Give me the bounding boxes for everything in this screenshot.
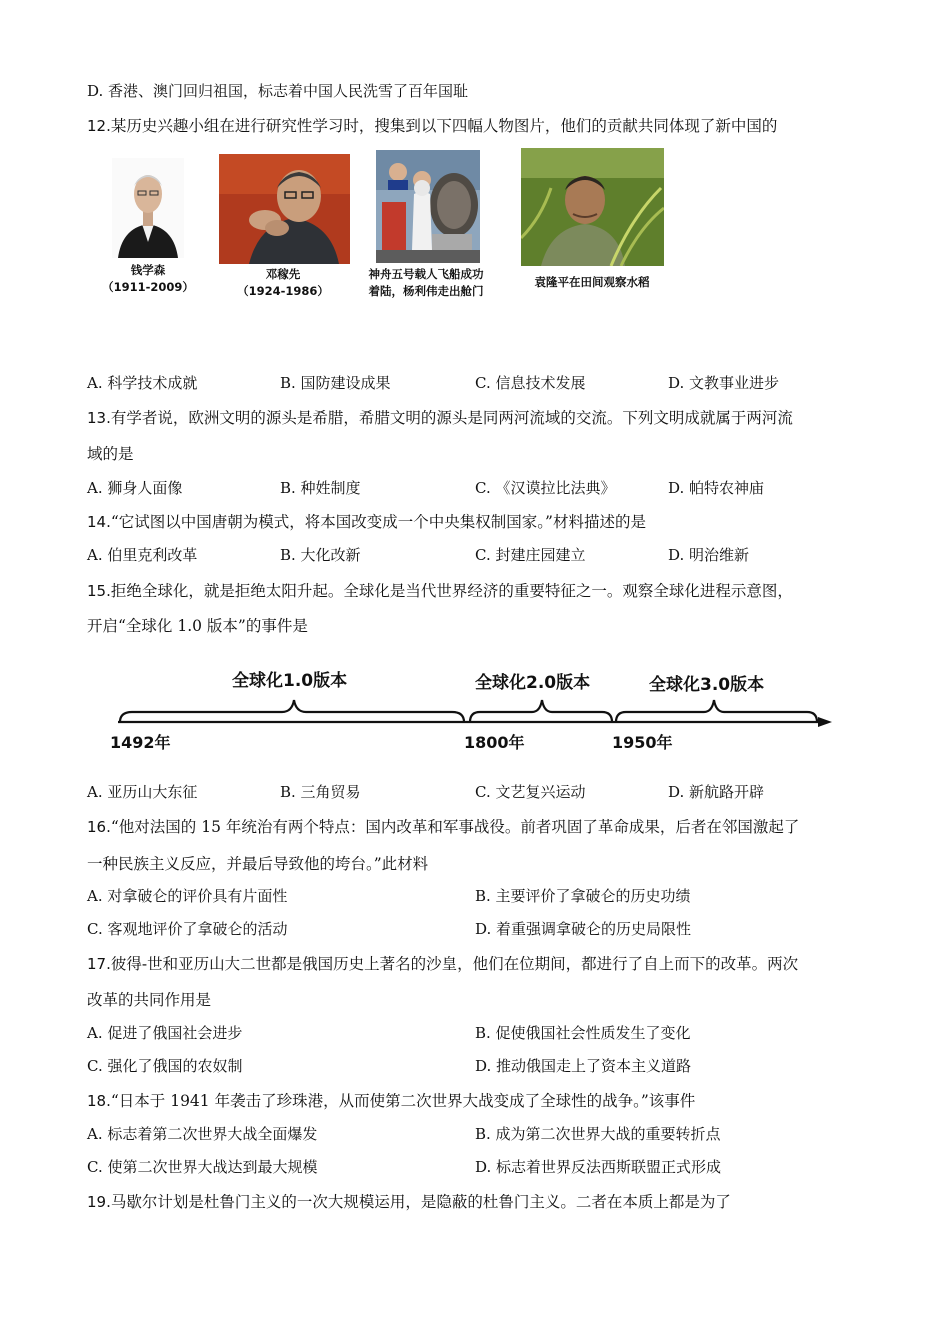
- photo-yuan-longping: [521, 148, 664, 266]
- q14-option-d: D. 明治维新: [668, 546, 750, 564]
- question-number: 12.: [87, 117, 111, 135]
- question-number: 14.: [87, 513, 111, 531]
- q17-stem: 17.彼得-世和亚历山大二世都是俄国历史上著名的沙皇，他们在位期间，都进行了自上而下的改革。两次: [87, 955, 799, 973]
- q16-option-d: D. 着重强调拿破仑的历史局限性: [475, 920, 692, 938]
- q13-option-b: B. 种姓制度: [280, 479, 361, 497]
- q16-option-a: A. 对拿破仑的评价具有片面性: [87, 887, 288, 905]
- photo-qian-xuesen: [112, 158, 184, 258]
- q13-option-a: A. 狮身人面像: [87, 479, 183, 497]
- q15-stem-cont: 开启“全球化 1.0 版本”的事件是: [87, 617, 308, 635]
- photo-shenzhou-five: [376, 150, 480, 263]
- timeline-label-1: 全球化1.0版本: [232, 671, 348, 691]
- brace-2: [470, 700, 612, 722]
- photo-caption-4: 袁隆平在田间观察水稻: [534, 275, 650, 289]
- q19-stem: 19.马歇尔计划是杜鲁门主义的一次大规模运用，是隐蔽的杜鲁门主义。二者在本质上都是为了: [87, 1193, 731, 1211]
- timeline-year-1: 1492年: [110, 733, 171, 752]
- q17-stem-cont: 改革的共同作用是: [87, 991, 212, 1009]
- question-number: 13.: [87, 409, 111, 427]
- q13-option-c: C. 《汉谟拉比法典》: [475, 479, 616, 497]
- question-number: 18.: [87, 1092, 111, 1110]
- q14-option-a: A. 伯里克利改革: [87, 546, 198, 564]
- q15-option-b: B. 三角贸易: [280, 783, 361, 801]
- timeline-arrow: [818, 717, 832, 727]
- q11-option-d: D. 香港、澳门回归祖国，标志着中国人民洗雪了百年国耻: [87, 82, 469, 100]
- q17-option-a: A. 促进了俄国社会进步: [87, 1024, 243, 1042]
- photo-caption-1: 钱学森 （1911-2009）: [102, 263, 194, 294]
- q16-option-c: C. 客观地评价了拿破仑的活动: [87, 920, 288, 938]
- q14-option-c: C. 封建庄园建立: [475, 546, 586, 564]
- brace-1: [120, 700, 464, 722]
- q14-option-b: B. 大化改新: [280, 546, 361, 564]
- q12-option-c: C. 信息技术发展: [475, 374, 586, 392]
- q16-option-b: B. 主要评价了拿破仑的历史功绩: [475, 887, 691, 905]
- q16-stem-cont: 一种民族主义反应，并最后导致他的垮台。”此材料: [87, 855, 429, 873]
- q18-option-a: A. 标志着第二次世界大战全面爆发: [87, 1125, 318, 1143]
- q15-option-c: C. 文艺复兴运动: [475, 783, 586, 801]
- question-number: 16.: [87, 818, 111, 836]
- timeline-year-3: 1950年: [612, 733, 673, 752]
- q12-option-a: A. 科学技术成就: [87, 374, 198, 392]
- q15-stem: 15.拒绝全球化，就是拒绝太阳升起。全球化是当代世界经济的重要特征之一。观察全球化进程示意图，: [87, 582, 793, 600]
- q14-stem: 14.“它试图以中国唐朝为模式，将本国改变成一个中央集权制国家。”材料描述的是: [87, 513, 646, 531]
- q17-option-c: C. 强化了俄国的农奴制: [87, 1057, 243, 1075]
- q17-option-d: D. 推动俄国走上了资本主义道路: [475, 1057, 692, 1075]
- q12-option-b: B. 国防建设成果: [280, 374, 391, 392]
- q17-option-b: B. 促使俄国社会性质发生了变化: [475, 1024, 691, 1042]
- timeline-year-2: 1800年: [464, 733, 525, 752]
- q13-option-d: D. 帕特农神庙: [668, 479, 765, 497]
- photo-caption-2: 邓稼先 （1924-1986）: [237, 267, 329, 298]
- q16-stem: 16.“他对法国的 15 年统治有两个特点：国内改革和军事战役。前者巩固了革命成果，后者在邻国激起了: [87, 818, 800, 836]
- q18-option-c: C. 使第二次世界大战达到最大规模: [87, 1158, 318, 1176]
- q12-option-d: D. 文教事业进步: [668, 374, 780, 392]
- q13-stem-cont: 域的是: [87, 445, 134, 463]
- photo-caption-3: 神舟五号载人飞船成功 着陆，杨利伟走出舱门: [368, 267, 484, 298]
- q18-option-d: D. 标志着世界反法西斯联盟正式形成: [475, 1158, 722, 1176]
- timeline-label-3: 全球化3.0版本: [649, 675, 765, 695]
- q18-option-b: B. 成为第二次世界大战的重要转折点: [475, 1125, 721, 1143]
- q15-option-a: A. 亚历山大东征: [87, 783, 198, 801]
- timeline-label-2: 全球化2.0版本: [475, 673, 591, 693]
- question-number: 19.: [87, 1193, 111, 1211]
- q15-option-d: D. 新航路开辟: [668, 783, 765, 801]
- q13-stem: 13.有学者说，欧洲文明的源头是希腊，希腊文明的源头是同两河流域的交流。下列文明成就属于两河流: [87, 409, 793, 427]
- question-number: 17.: [87, 955, 111, 973]
- globalization-timeline: [92, 650, 842, 760]
- photo-deng-jiaxian: [219, 154, 350, 264]
- question-number: 15.: [87, 582, 111, 600]
- brace-3: [616, 700, 817, 722]
- q12-stem: 12.某历史兴趣小组在进行研究性学习时，搜集到以下四幅人物图片，他们的贡献共同体现了新中国的: [87, 117, 778, 135]
- q18-stem: 18.“日本于 1941 年袭击了珍珠港，从而使第二次世界大战变成了全球性的战争。”该事件: [87, 1092, 696, 1110]
